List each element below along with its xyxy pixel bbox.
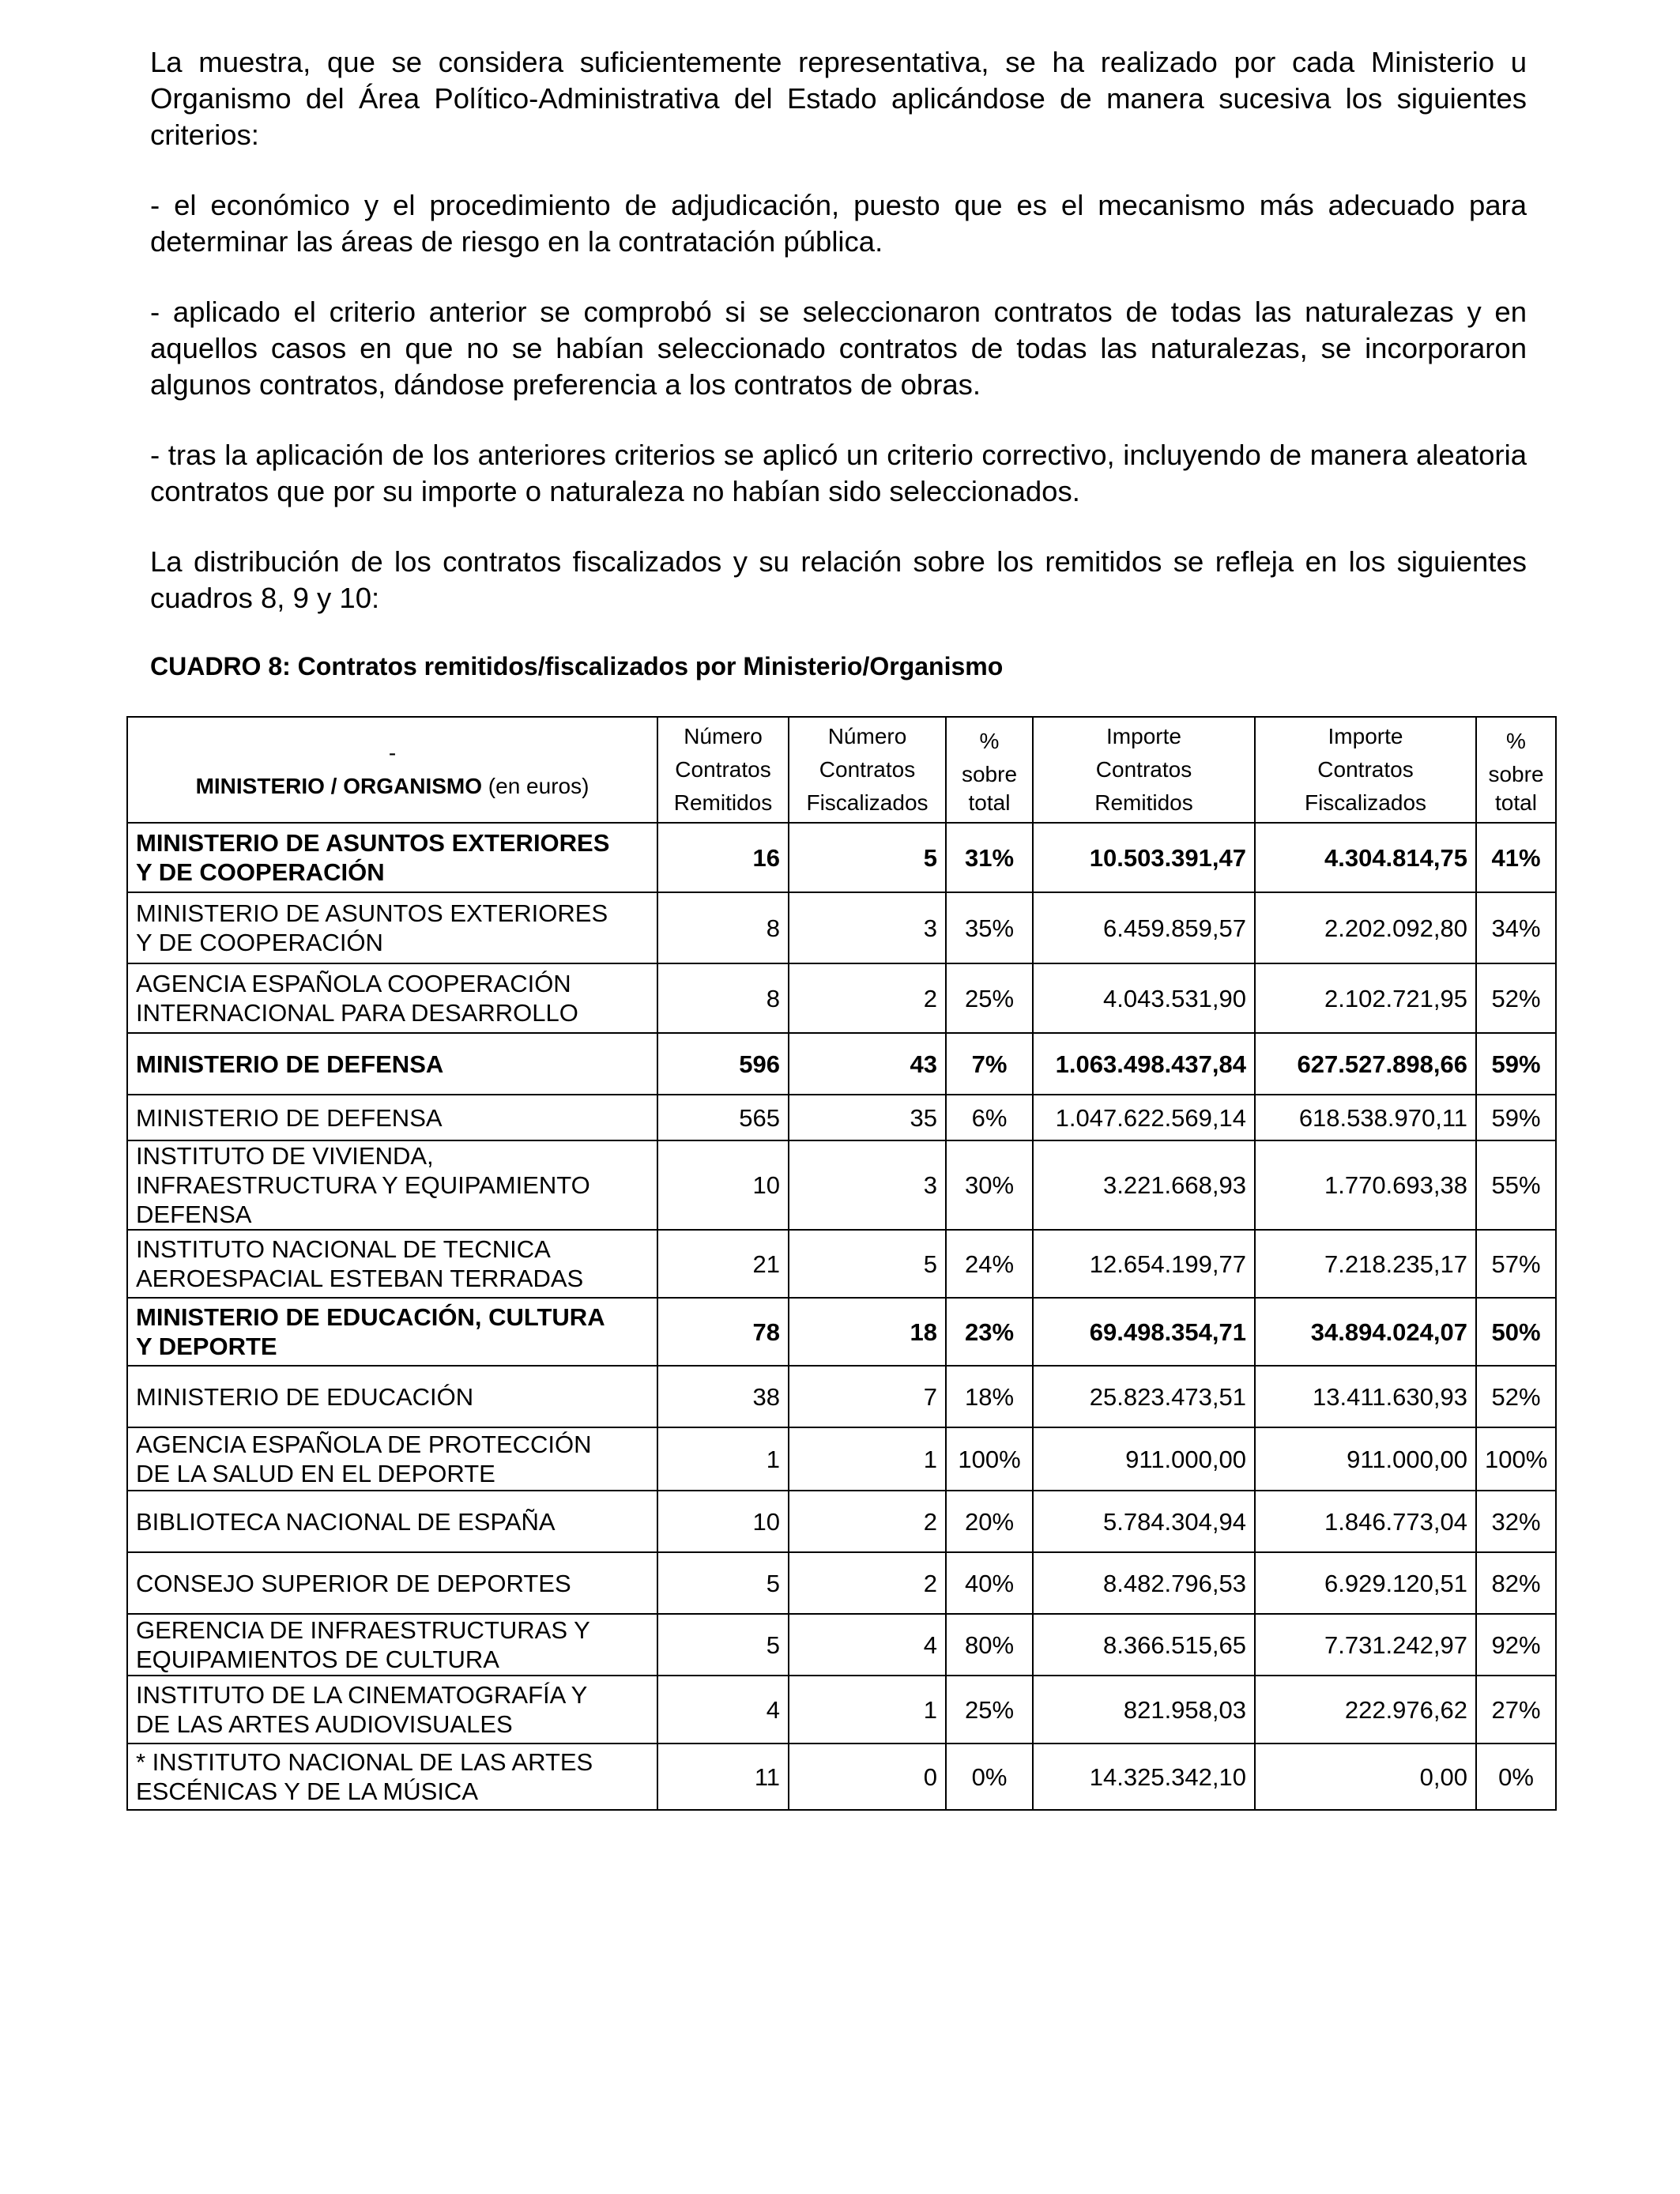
header-importe-fiscalizados <box>1255 717 1476 823</box>
header-ministerio <box>127 717 657 823</box>
cell-importe-remitidos: 911.000,00 <box>1033 1427 1255 1491</box>
cell-numero-fiscalizados: 3 <box>789 1140 946 1230</box>
cell-numero-remitidos: 16 <box>657 823 789 892</box>
row-organismo <box>127 1744 657 1810</box>
table-row <box>127 963 1556 1033</box>
cell-importe-fiscalizados: 4.304.814,75 <box>1255 823 1476 892</box>
header-line: Fiscalizados <box>1304 790 1427 815</box>
header-line: % <box>979 729 1000 753</box>
cell-pct-importe: 55% <box>1476 1140 1556 1230</box>
cell-numero-remitidos: 8 <box>657 892 789 963</box>
cell-pct-importe: 57% <box>1476 1230 1556 1298</box>
paragraph-5: La distribución de los contratos fiscalizados y su relación sobre los remitidos se refleja en los siguientes cuadros 8, 9 y 10: <box>150 545 1527 614</box>
header-dash: - <box>388 741 397 765</box>
cell-pct-numero: 23% <box>946 1298 1033 1366</box>
row-organismo-line: MINISTERIO DE EDUCACIÓN, CULTURA <box>136 1303 605 1331</box>
header-line: total <box>1495 790 1537 815</box>
table-row <box>127 1552 1556 1614</box>
cell-numero-remitidos: 4 <box>657 1676 789 1744</box>
cell-numero-remitidos: 78 <box>657 1298 789 1366</box>
cell-importe-remitidos: 10.503.391,47 <box>1033 823 1255 892</box>
row-organismo-line: INFRAESTRUCTURA Y EQUIPAMIENTO <box>136 1171 590 1199</box>
paragraph-1: La muestra, que se considera suficientemente representativa, se ha realizado por cada Ministerio u Organismo del Área Político-Administrativa del Estado aplicándose de manera sucesiva los siguientes criterios: <box>150 46 1527 151</box>
header-line: Contratos <box>819 757 916 782</box>
row-organismo-line: * INSTITUTO NACIONAL DE LAS ARTES <box>136 1748 593 1776</box>
cell-pct-importe: 52% <box>1476 963 1556 1033</box>
cell-importe-remitidos: 5.784.304,94 <box>1033 1491 1255 1552</box>
table-row <box>127 823 1556 892</box>
cell-importe-remitidos: 6.459.859,57 <box>1033 892 1255 963</box>
cell-pct-numero: 24% <box>946 1230 1033 1298</box>
cell-numero-fiscalizados: 2 <box>789 1491 946 1552</box>
cell-numero-remitidos: 565 <box>657 1095 789 1140</box>
cell-numero-fiscalizados: 18 <box>789 1298 946 1366</box>
table-row <box>127 1366 1556 1427</box>
row-organismo-line: AGENCIA ESPAÑOLA DE PROTECCIÓN <box>136 1431 592 1458</box>
cell-pct-importe: 34% <box>1476 892 1556 963</box>
header-line: Fiscalizados <box>806 790 929 815</box>
row-organismo <box>127 1033 657 1095</box>
table-row <box>127 1095 1556 1140</box>
paragraph-2: - el económico y el procedimiento de adjudicación, puesto que es el mecanismo más adecuado para determinar las áreas de riesgo en la contratación pública. <box>150 189 1527 258</box>
paragraph-3: - aplicado el criterio anterior se comprobó si se seleccionaron contratos de todas las naturalezas y en aquellos casos en que no se habían seleccionado contratos de todas las naturalezas, se incorporaron algunos contratos, dándose preferencia a los contratos de obras. <box>150 296 1527 401</box>
row-organismo <box>127 963 657 1033</box>
cell-pct-importe: 50% <box>1476 1298 1556 1366</box>
cell-numero-fiscalizados: 0 <box>789 1744 946 1810</box>
row-organismo-line: INTERNACIONAL PARA DESARROLLO <box>136 999 578 1027</box>
cell-importe-remitidos: 4.043.531,90 <box>1033 963 1255 1033</box>
header-pct-importe <box>1476 717 1556 823</box>
row-organismo <box>127 1230 657 1298</box>
cell-pct-importe: 0% <box>1476 1744 1556 1810</box>
cell-pct-numero: 20% <box>946 1491 1033 1552</box>
header-ministerio-label: MINISTERIO / ORGANISMO <box>195 774 483 798</box>
cell-importe-fiscalizados: 2.202.092,80 <box>1255 892 1476 963</box>
cell-pct-numero: 0% <box>946 1744 1033 1810</box>
cell-pct-numero: 18% <box>946 1366 1033 1427</box>
cell-pct-importe: 32% <box>1476 1491 1556 1552</box>
cell-pct-numero: 31% <box>946 823 1033 892</box>
header-numero-fiscalizados <box>789 717 946 823</box>
cell-numero-remitidos: 5 <box>657 1552 789 1614</box>
header-line: Contratos <box>1317 757 1414 782</box>
header-line: % <box>1506 729 1526 753</box>
cell-importe-remitidos: 14.325.342,10 <box>1033 1744 1255 1810</box>
cell-numero-remitidos: 5 <box>657 1614 789 1676</box>
cell-importe-fiscalizados: 13.411.630,93 <box>1255 1366 1476 1427</box>
cell-pct-numero: 25% <box>946 1676 1033 1744</box>
row-organismo-line: ESCÉNICAS Y DE LA MÚSICA <box>136 1777 479 1805</box>
table-row <box>127 892 1556 963</box>
header-pct-numero <box>946 717 1033 823</box>
cell-pct-numero: 40% <box>946 1552 1033 1614</box>
document-body <box>150 44 1527 682</box>
cell-pct-numero: 35% <box>946 892 1033 963</box>
row-organismo <box>127 1552 657 1614</box>
row-organismo <box>127 823 657 892</box>
row-organismo-line: AEROESPACIAL ESTEBAN TERRADAS <box>136 1265 584 1292</box>
cell-pct-numero: 100% <box>946 1427 1033 1491</box>
row-organismo <box>127 1095 657 1140</box>
cell-importe-remitidos: 8.366.515,65 <box>1033 1614 1255 1676</box>
row-organismo-line: Y DE COOPERACIÓN <box>136 929 383 956</box>
row-organismo-line: MINISTERIO DE DEFENSA <box>136 1103 443 1132</box>
row-organismo-line: MINISTERIO DE ASUNTOS EXTERIORES <box>136 899 608 927</box>
row-organismo <box>127 892 657 963</box>
cell-numero-remitidos: 38 <box>657 1366 789 1427</box>
cell-numero-remitidos: 1 <box>657 1427 789 1491</box>
cell-numero-remitidos: 10 <box>657 1491 789 1552</box>
row-organismo-line: INSTITUTO DE VIVIENDA, <box>136 1142 434 1170</box>
cell-importe-fiscalizados: 1.846.773,04 <box>1255 1491 1476 1552</box>
header-line: sobre <box>1488 762 1544 786</box>
table-row <box>127 1676 1556 1744</box>
cell-importe-fiscalizados: 2.102.721,95 <box>1255 963 1476 1033</box>
header-line: Número <box>684 724 763 748</box>
header-line: Contratos <box>1095 757 1192 782</box>
cell-numero-fiscalizados: 1 <box>789 1427 946 1491</box>
header-line: Contratos <box>675 757 771 782</box>
table-row <box>127 1140 1556 1230</box>
header-ministerio-unit: (en euros) <box>482 774 590 798</box>
cell-importe-remitidos: 12.654.199,77 <box>1033 1230 1255 1298</box>
cell-importe-fiscalizados: 7.218.235,17 <box>1255 1230 1476 1298</box>
cell-importe-fiscalizados: 7.731.242,97 <box>1255 1614 1476 1676</box>
row-organismo-line: GERENCIA DE INFRAESTRUCTURAS Y <box>136 1616 590 1644</box>
cell-pct-importe: 59% <box>1476 1033 1556 1095</box>
table-row <box>127 1298 1556 1366</box>
row-organismo <box>127 1676 657 1744</box>
cell-numero-fiscalizados: 5 <box>789 1230 946 1298</box>
cell-numero-fiscalizados: 3 <box>789 892 946 963</box>
row-organismo-line: EQUIPAMIENTOS DE CULTURA <box>136 1646 499 1673</box>
cell-numero-fiscalizados: 2 <box>789 1552 946 1614</box>
table-row <box>127 1744 1556 1810</box>
row-organismo-line: DEFENSA <box>136 1201 252 1228</box>
cell-importe-remitidos: 8.482.796,53 <box>1033 1552 1255 1614</box>
row-organismo-line: Y DE COOPERACIÓN <box>136 858 385 886</box>
row-organismo-line: AGENCIA ESPAÑOLA COOPERACIÓN <box>136 970 571 997</box>
cell-importe-remitidos: 69.498.354,71 <box>1033 1298 1255 1366</box>
cell-numero-remitidos: 11 <box>657 1744 789 1810</box>
cell-numero-remitidos: 596 <box>657 1033 789 1095</box>
cell-importe-fiscalizados: 627.527.898,66 <box>1255 1033 1476 1095</box>
row-organismo-line: INSTITUTO DE LA CINEMATOGRAFÍA Y <box>136 1681 588 1709</box>
cell-numero-remitidos: 8 <box>657 963 789 1033</box>
cell-importe-remitidos: 3.221.668,93 <box>1033 1140 1255 1230</box>
row-organismo-line: MINISTERIO DE DEFENSA <box>136 1050 444 1078</box>
row-organismo <box>127 1491 657 1552</box>
row-organismo-line: DE LA SALUD EN EL DEPORTE <box>136 1460 495 1487</box>
cell-importe-fiscalizados: 911.000,00 <box>1255 1427 1476 1491</box>
row-organismo-line: INSTITUTO NACIONAL DE TECNICA <box>136 1235 551 1263</box>
cell-pct-importe: 41% <box>1476 823 1556 892</box>
cell-numero-fiscalizados: 7 <box>789 1366 946 1427</box>
row-organismo-line: CONSEJO SUPERIOR DE DEPORTES <box>136 1569 571 1597</box>
cell-numero-fiscalizados: 35 <box>789 1095 946 1140</box>
row-organismo-line: DE LAS ARTES AUDIOVISUALES <box>136 1710 513 1738</box>
cell-pct-numero: 30% <box>946 1140 1033 1230</box>
table-title: CUADRO 8: Contratos remitidos/fiscalizados por Ministerio/Organismo <box>150 652 1004 680</box>
cell-pct-importe: 92% <box>1476 1614 1556 1676</box>
cell-importe-fiscalizados: 222.976,62 <box>1255 1676 1476 1744</box>
row-organismo <box>127 1614 657 1676</box>
header-importe-remitidos <box>1033 717 1255 823</box>
header-line: Importe <box>1106 724 1181 748</box>
row-organismo <box>127 1427 657 1491</box>
header-line: Número <box>827 724 907 748</box>
cell-pct-numero: 6% <box>946 1095 1033 1140</box>
header-line: Remitidos <box>673 790 773 815</box>
cell-importe-remitidos: 25.823.473,51 <box>1033 1366 1255 1427</box>
header-line: Remitidos <box>1094 790 1193 815</box>
header-line: total <box>968 790 1011 815</box>
table-row <box>127 1614 1556 1676</box>
contracts-table <box>126 716 1557 1811</box>
table-row <box>127 1230 1556 1298</box>
cell-importe-fiscalizados: 618.538.970,11 <box>1255 1095 1476 1140</box>
header-numero-remitidos <box>657 717 789 823</box>
paragraph-4: - tras la aplicación de los anteriores criterios se aplicó un criterio correctivo, incluyendo de manera aleatoria contratos que por su importe o naturaleza no habían sido seleccionados. <box>150 439 1527 507</box>
row-organismo-line: MINISTERIO DE EDUCACIÓN <box>136 1382 474 1411</box>
cell-importe-remitidos: 1.047.622.569,14 <box>1033 1095 1255 1140</box>
cell-numero-remitidos: 10 <box>657 1140 789 1230</box>
cell-pct-importe: 52% <box>1476 1366 1556 1427</box>
cell-pct-numero: 7% <box>946 1033 1033 1095</box>
cell-importe-fiscalizados: 6.929.120,51 <box>1255 1552 1476 1614</box>
cell-importe-remitidos: 1.063.498.437,84 <box>1033 1033 1255 1095</box>
cell-pct-numero: 25% <box>946 963 1033 1033</box>
cell-pct-importe: 59% <box>1476 1095 1556 1140</box>
cell-importe-remitidos: 821.958,03 <box>1033 1676 1255 1744</box>
header-line: Importe <box>1328 724 1403 748</box>
table-row <box>127 1491 1556 1552</box>
cell-numero-remitidos: 21 <box>657 1230 789 1298</box>
cell-numero-fiscalizados: 43 <box>789 1033 946 1095</box>
row-organismo-line: BIBLIOTECA NACIONAL DE ESPAÑA <box>136 1507 556 1536</box>
row-organismo <box>127 1140 657 1230</box>
cell-pct-importe: 82% <box>1476 1552 1556 1614</box>
header-line: sobre <box>961 762 1018 786</box>
cell-numero-fiscalizados: 4 <box>789 1614 946 1676</box>
cell-importe-fiscalizados: 1.770.693,38 <box>1255 1140 1476 1230</box>
table-header-row <box>127 717 1556 823</box>
table-body <box>127 823 1556 1810</box>
row-organismo <box>127 1366 657 1427</box>
cell-numero-fiscalizados: 2 <box>789 963 946 1033</box>
cell-pct-importe: 100% <box>1476 1427 1556 1491</box>
cell-numero-fiscalizados: 1 <box>789 1676 946 1744</box>
table-row <box>127 1033 1556 1095</box>
row-organismo <box>127 1298 657 1366</box>
cell-importe-fiscalizados: 34.894.024,07 <box>1255 1298 1476 1366</box>
cell-importe-fiscalizados: 0,00 <box>1255 1744 1476 1810</box>
row-organismo-line: Y DEPORTE <box>136 1333 277 1360</box>
cell-pct-importe: 27% <box>1476 1676 1556 1744</box>
row-organismo-line: MINISTERIO DE ASUNTOS EXTERIORES <box>136 829 610 857</box>
table-row <box>127 1427 1556 1491</box>
cell-pct-numero: 80% <box>946 1614 1033 1676</box>
cell-numero-fiscalizados: 5 <box>789 823 946 892</box>
